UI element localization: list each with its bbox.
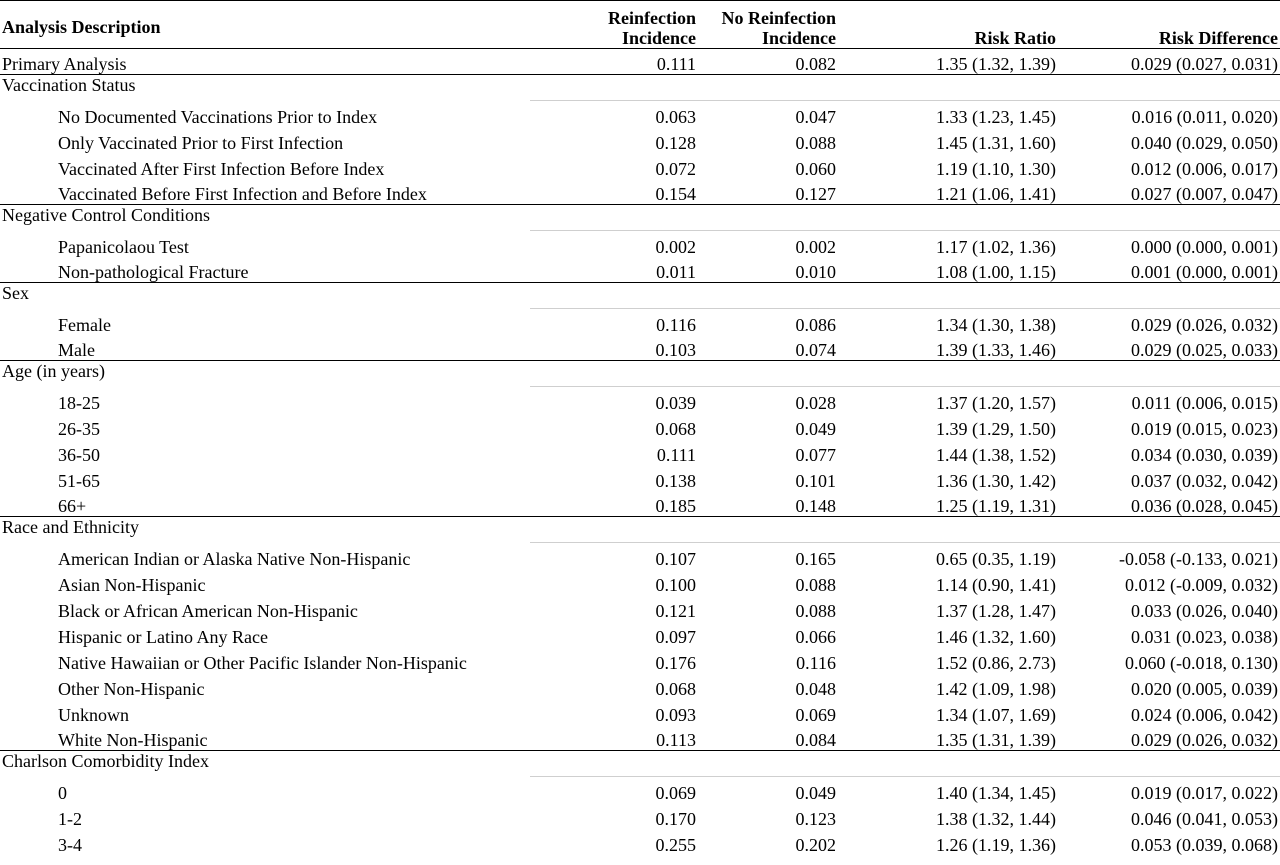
table-row — [0, 101, 1280, 127]
no-reinfection-incidence-cell: 0.074 — [795, 340, 836, 360]
risk-difference-cell: 0.011 (0.006, 0.015) — [1131, 392, 1278, 413]
risk-difference-cell: 0.000 (0.000, 0.001) — [1131, 236, 1278, 257]
section-rule-cell — [1058, 75, 1280, 101]
risk-difference-cell: 0.012 (-0.009, 0.032) — [1125, 574, 1278, 595]
section-rule-cell — [698, 751, 838, 777]
reinfection-incidence-cell: 0.063 — [655, 106, 696, 127]
row-label: Male — [58, 340, 95, 360]
risk-ratio-cell: 1.40 (1.34, 1.45) — [936, 782, 1056, 803]
primary-risk-difference: 0.029 (0.027, 0.031) — [1058, 49, 1280, 75]
section-rule-cell — [698, 361, 838, 387]
section-rule-cell — [530, 283, 698, 309]
no-reinfection-incidence-cell: 0.002 — [795, 236, 836, 257]
section-title: Sex — [0, 283, 530, 309]
risk-ratio-cell: 1.37 (1.20, 1.57) — [936, 392, 1056, 413]
no-reinfection-incidence-cell: 0.088 — [795, 132, 836, 153]
section-title: Negative Control Conditions — [0, 205, 530, 231]
table-row — [0, 595, 1280, 621]
no-reinfection-incidence-cell: 0.066 — [795, 626, 836, 647]
table-body — [0, 49, 1280, 855]
risk-difference-cell: 0.040 (0.029, 0.050) — [1131, 132, 1278, 153]
risk-difference-cell: 0.012 (0.006, 0.017) — [1131, 158, 1278, 179]
row-label: White Non-Hispanic — [58, 730, 208, 750]
section-header-row — [0, 205, 1280, 231]
no-reinfection-incidence-cell: 0.116 — [796, 652, 836, 673]
row-label: No Documented Vaccinations Prior to Index — [58, 106, 378, 127]
risk-difference-cell: 0.029 (0.026, 0.032) — [1131, 730, 1278, 750]
section-title: Age (in years) — [0, 361, 530, 387]
risk-ratio-cell: 1.08 (1.00, 1.15) — [936, 262, 1056, 282]
no-reinfection-incidence-cell: 0.101 — [795, 470, 836, 491]
row-label: Only Vaccinated Prior to First Infection — [58, 132, 344, 153]
row-label: 1-2 — [58, 808, 82, 829]
risk-ratio-cell: 1.35 (1.31, 1.39) — [936, 730, 1056, 750]
reinfection-incidence-cell: 0.002 — [655, 236, 696, 257]
risk-ratio-cell: 1.36 (1.30, 1.42) — [936, 470, 1056, 491]
no-reinfection-incidence-cell: 0.049 — [795, 782, 836, 803]
header-reinfection-line1: Reinfection — [608, 8, 696, 28]
row-label: Other Non-Hispanic — [58, 678, 205, 699]
table-row — [0, 647, 1280, 673]
row-label: 0 — [58, 782, 67, 803]
section-rule-cell — [838, 283, 1058, 309]
risk-difference-cell: -0.058 (-0.133, 0.021) — [1119, 548, 1278, 569]
risk-difference-cell: 0.020 (0.005, 0.039) — [1131, 678, 1278, 699]
no-reinfection-incidence-cell: 0.123 — [795, 808, 836, 829]
table-row — [0, 413, 1280, 439]
header-analysis-description: Analysis Description — [0, 1, 530, 49]
table-row — [0, 231, 1280, 257]
no-reinfection-incidence-cell: 0.084 — [795, 730, 836, 750]
risk-difference-cell: 0.029 (0.026, 0.032) — [1131, 314, 1278, 335]
row-label: 18-25 — [58, 392, 100, 413]
section-header-row — [0, 75, 1280, 101]
row-label: 3-4 — [58, 834, 82, 855]
header-no-reinfection-incidence — [698, 1, 838, 49]
risk-difference-cell: 0.027 (0.007, 0.047) — [1131, 184, 1278, 204]
no-reinfection-incidence-cell: 0.088 — [795, 600, 836, 621]
no-reinfection-incidence-cell: 0.088 — [795, 574, 836, 595]
reinfection-incidence-cell: 0.068 — [655, 678, 696, 699]
no-reinfection-incidence-cell: 0.048 — [795, 678, 836, 699]
table-row — [0, 153, 1280, 179]
risk-ratio-cell: 1.39 (1.29, 1.50) — [936, 418, 1056, 439]
risk-ratio-cell: 1.25 (1.19, 1.31) — [936, 496, 1056, 516]
reinfection-incidence-cell: 0.121 — [655, 600, 696, 621]
risk-ratio-cell: 0.65 (0.35, 1.19) — [936, 548, 1056, 569]
table-row — [0, 699, 1280, 725]
risk-ratio-cell: 1.37 (1.28, 1.47) — [936, 600, 1056, 621]
reinfection-incidence-cell: 0.097 — [655, 626, 696, 647]
table-row — [0, 257, 1280, 283]
risk-difference-cell: 0.036 (0.028, 0.045) — [1131, 496, 1278, 516]
header-reinfection-line2: Incidence — [622, 28, 696, 48]
table-row — [0, 335, 1280, 361]
section-rule-cell — [838, 361, 1058, 387]
table-row — [0, 621, 1280, 647]
section-rule-cell — [838, 517, 1058, 543]
row-label: 36-50 — [58, 444, 100, 465]
section-header-row — [0, 283, 1280, 309]
no-reinfection-incidence-cell: 0.060 — [795, 158, 836, 179]
section-rule-cell — [1058, 205, 1280, 231]
section-title: Charlson Comorbidity Index — [0, 751, 530, 777]
table-row — [0, 543, 1280, 569]
reinfection-incidence-cell: 0.154 — [655, 184, 696, 204]
table-row — [0, 127, 1280, 153]
row-label: 51-65 — [58, 470, 100, 491]
risk-difference-cell: 0.019 (0.015, 0.023) — [1131, 418, 1278, 439]
section-title: Vaccination Status — [2, 75, 136, 95]
table-row — [0, 309, 1280, 335]
row-label: 66+ — [58, 496, 87, 516]
reinfection-incidence-cell: 0.138 — [655, 470, 696, 491]
section-rule-cell — [698, 517, 838, 543]
reinfection-incidence-cell: 0.011 — [656, 262, 696, 282]
reinfection-incidence-cell: 0.116 — [656, 314, 696, 335]
row-label: American Indian or Alaska Native Non-Hispanic — [58, 548, 411, 569]
section-rule-cell — [1058, 517, 1280, 543]
section-rule-cell — [530, 751, 698, 777]
no-reinfection-incidence-cell: 0.086 — [795, 314, 836, 335]
risk-ratio-cell: 1.33 (1.23, 1.45) — [936, 106, 1056, 127]
row-label: Asian Non-Hispanic — [58, 574, 206, 595]
section-rule-cell — [1058, 361, 1280, 387]
risk-difference-cell: 0.034 (0.030, 0.039) — [1131, 444, 1278, 465]
table-row — [0, 673, 1280, 699]
reinfection-incidence-cell: 0.111 — [656, 444, 696, 465]
table-row — [0, 491, 1280, 517]
no-reinfection-incidence-cell: 0.047 — [795, 106, 836, 127]
table-row — [0, 465, 1280, 491]
risk-ratio-cell: 1.44 (1.38, 1.52) — [936, 444, 1056, 465]
risk-difference-cell: 0.016 (0.011, 0.020) — [1131, 106, 1278, 127]
reinfection-incidence-cell: 0.170 — [655, 808, 696, 829]
section-rule-cell — [530, 205, 698, 231]
section-header-row — [0, 517, 1280, 543]
risk-difference-cell: 0.019 (0.017, 0.022) — [1131, 782, 1278, 803]
risk-difference-cell: 0.031 (0.023, 0.038) — [1131, 626, 1278, 647]
header-reinfection-incidence — [530, 1, 698, 49]
risk-difference-cell: 0.001 (0.000, 0.001) — [1131, 262, 1278, 282]
section-header-row — [0, 361, 1280, 387]
section-rule-cell — [838, 205, 1058, 231]
risk-ratio-cell: 1.39 (1.33, 1.46) — [936, 340, 1056, 360]
reinfection-incidence-cell: 0.128 — [655, 132, 696, 153]
reinfection-incidence-cell: 0.069 — [655, 782, 696, 803]
risk-ratio-cell: 1.19 (1.10, 1.30) — [936, 158, 1056, 179]
primary-risk-ratio: 1.35 (1.32, 1.39) — [838, 49, 1058, 75]
risk-ratio-cell: 1.45 (1.31, 1.60) — [936, 132, 1056, 153]
section-title: Race and Ethnicity — [0, 517, 530, 543]
row-label: Female — [58, 314, 111, 335]
no-reinfection-incidence-cell: 0.148 — [795, 496, 836, 516]
table-row — [0, 387, 1280, 413]
risk-ratio-cell: 1.38 (1.32, 1.44) — [936, 808, 1056, 829]
table-row — [0, 829, 1280, 855]
risk-ratio-cell: 1.52 (0.86, 2.73) — [936, 652, 1056, 673]
no-reinfection-incidence-cell: 0.049 — [795, 418, 836, 439]
risk-ratio-cell: 1.34 (1.07, 1.69) — [936, 704, 1056, 725]
section-rule-cell — [698, 283, 838, 309]
reinfection-incidence-cell: 0.100 — [655, 574, 696, 595]
row-label: Hispanic or Latino Any Race — [58, 626, 268, 647]
primary-no-reinfection-incidence: 0.082 — [698, 49, 838, 75]
no-reinfection-incidence-cell: 0.069 — [795, 704, 836, 725]
row-label: 26-35 — [58, 418, 100, 439]
header-risk-ratio: Risk Ratio — [838, 1, 1058, 49]
reinfection-incidence-cell: 0.113 — [656, 730, 696, 750]
section-rule-cell — [530, 517, 698, 543]
table-row — [0, 179, 1280, 205]
row-label: Native Hawaiian or Other Pacific Islander Non-Hispanic — [58, 652, 467, 673]
reinfection-incidence-cell: 0.103 — [655, 340, 696, 360]
risk-ratio-cell: 1.26 (1.19, 1.36) — [936, 834, 1056, 855]
risk-ratio-cell: 1.46 (1.32, 1.60) — [936, 626, 1056, 647]
reinfection-incidence-cell: 0.185 — [655, 496, 696, 516]
no-reinfection-incidence-cell: 0.077 — [795, 444, 836, 465]
risk-ratio-cell: 1.17 (1.02, 1.36) — [936, 236, 1056, 257]
row-label: Black or African American Non-Hispanic — [58, 600, 358, 621]
table-row — [0, 777, 1280, 803]
no-reinfection-incidence-cell: 0.202 — [795, 834, 836, 855]
section-rule-cell — [1058, 751, 1280, 777]
row-label: Vaccinated Before First Infection and Before Index — [58, 184, 427, 204]
header-risk-difference: Risk Difference — [1058, 1, 1280, 49]
risk-ratio-cell: 1.21 (1.06, 1.41) — [936, 184, 1056, 204]
risk-difference-cell: 0.029 (0.025, 0.033) — [1131, 340, 1278, 360]
row-label: Vaccinated After First Infection Before Index — [58, 158, 385, 179]
section-rule-cell — [838, 75, 1058, 101]
no-reinfection-incidence-cell: 0.165 — [795, 548, 836, 569]
primary-reinfection-incidence: 0.111 — [530, 49, 698, 75]
row-label: Papanicolaou Test — [58, 236, 189, 257]
reinfection-incidence-cell: 0.039 — [655, 392, 696, 413]
risk-ratio-cell: 1.34 (1.30, 1.38) — [936, 314, 1056, 335]
reinfection-incidence-cell: 0.176 — [655, 652, 696, 673]
table-row — [0, 569, 1280, 595]
risk-difference-cell: 0.060 (-0.018, 0.130) — [1125, 652, 1278, 673]
primary-analysis-label: Primary Analysis — [0, 49, 530, 75]
row-label: Non-pathological Fracture — [58, 262, 249, 282]
primary-analysis-row — [0, 49, 1280, 75]
no-reinfection-incidence-cell: 0.127 — [795, 184, 836, 204]
section-rule-cell — [1058, 283, 1280, 309]
reinfection-incidence-cell: 0.068 — [655, 418, 696, 439]
risk-difference-cell: 0.037 (0.032, 0.042) — [1131, 470, 1278, 491]
risk-difference-cell: 0.053 (0.039, 0.068) — [1131, 834, 1278, 855]
header-no-reinfection-line1: No Reinfection — [721, 8, 836, 28]
reinfection-incidence-cell: 0.107 — [655, 548, 696, 569]
table-header — [0, 1, 1280, 49]
section-header-row — [0, 751, 1280, 777]
row-label: Unknown — [58, 704, 129, 725]
risk-difference-cell: 0.033 (0.026, 0.040) — [1131, 600, 1278, 621]
section-rule-cell — [838, 751, 1058, 777]
risk-ratio-cell: 1.42 (1.09, 1.98) — [936, 678, 1056, 699]
risk-difference-cell: 0.046 (0.041, 0.053) — [1131, 808, 1278, 829]
header-no-reinfection-line2: Incidence — [762, 28, 836, 48]
section-rule-cell — [698, 205, 838, 231]
reinfection-incidence-cell: 0.072 — [655, 158, 696, 179]
risk-ratio-cell: 1.14 (0.90, 1.41) — [936, 574, 1056, 595]
table-row — [0, 439, 1280, 465]
reinfection-incidence-cell: 0.255 — [655, 834, 696, 855]
no-reinfection-incidence-cell: 0.010 — [795, 262, 836, 282]
reinfection-incidence-cell: 0.093 — [655, 704, 696, 725]
no-reinfection-incidence-cell: 0.028 — [795, 392, 836, 413]
section-rule-cell — [530, 75, 698, 101]
section-rule-cell — [530, 361, 698, 387]
table-row — [0, 803, 1280, 829]
risk-difference-cell: 0.024 (0.006, 0.042) — [1131, 704, 1278, 725]
table-row — [0, 725, 1280, 751]
section-rule-cell — [698, 75, 838, 101]
